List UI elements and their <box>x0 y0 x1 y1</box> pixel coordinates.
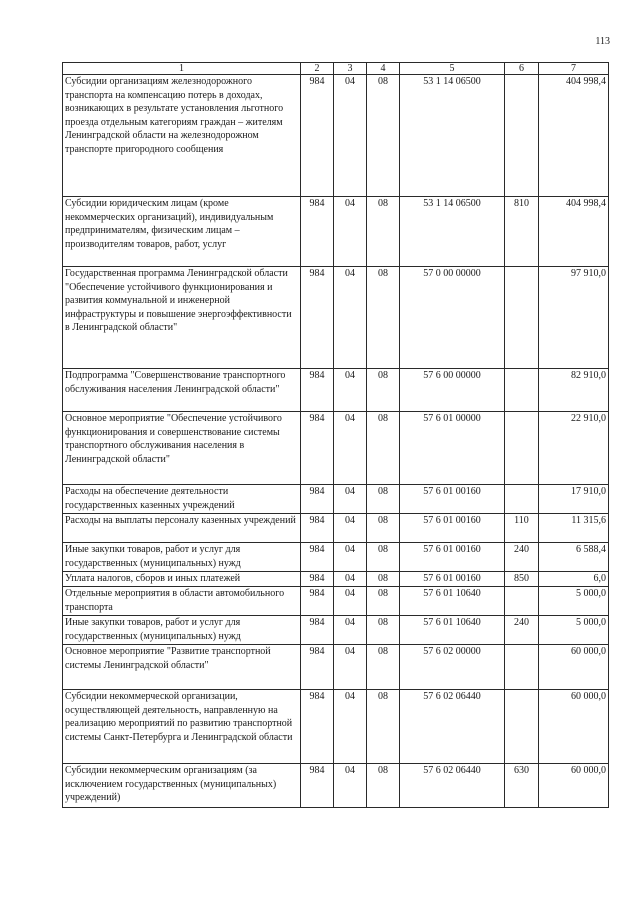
row-name: Расходы на выплаты персоналу казенных учреждений <box>63 514 301 543</box>
row-subsection: 08 <box>367 412 400 485</box>
table-row <box>63 690 609 764</box>
row-amount: 11 315,6 <box>539 514 609 543</box>
row-expense-type: 850 <box>505 572 539 587</box>
row-subsection: 08 <box>367 645 400 690</box>
table-row <box>63 645 609 690</box>
row-section: 04 <box>334 543 367 572</box>
row-expense-type <box>505 267 539 369</box>
row-expense-type: 240 <box>505 616 539 645</box>
row-name: Субсидии юридическим лицам (кроме некоммерческих организаций), индивидуальным предпринимателям, физическим лицам – производителям товаров, работ, услуг <box>63 197 301 267</box>
row-amount: 60 000,0 <box>539 645 609 690</box>
row-admin-code: 984 <box>301 267 334 369</box>
row-admin-code: 984 <box>301 514 334 543</box>
row-name: Отдельные мероприятия в области автомобильного транспорта <box>63 587 301 616</box>
row-admin-code: 984 <box>301 572 334 587</box>
row-section: 04 <box>334 572 367 587</box>
row-name: Основное мероприятие "Обеспечение устойчивого функционирования и совершенствование системы транспортного обслуживания населения в Ленинградской области" <box>63 412 301 485</box>
row-subsection: 08 <box>367 587 400 616</box>
table-row <box>63 616 609 645</box>
row-name: Иные закупки товаров, работ и услуг для государственных (муниципальных) нужд <box>63 543 301 572</box>
row-subsection: 08 <box>367 197 400 267</box>
row-admin-code: 984 <box>301 645 334 690</box>
row-target-article: 57 6 02 00000 <box>400 645 505 690</box>
row-name: Подпрограмма "Совершенствование транспортного обслуживания населения Ленинградской области" <box>63 369 301 412</box>
header-col-6: 6 <box>505 63 539 75</box>
table-row <box>63 543 609 572</box>
row-expense-type: 810 <box>505 197 539 267</box>
row-amount: 404 998,4 <box>539 75 609 197</box>
row-target-article: 57 6 01 00160 <box>400 485 505 514</box>
table-row <box>63 485 609 514</box>
row-expense-type <box>505 690 539 764</box>
header-row <box>63 63 609 75</box>
row-section: 04 <box>334 267 367 369</box>
table-row <box>63 369 609 412</box>
table-row <box>63 764 609 808</box>
row-subsection: 08 <box>367 690 400 764</box>
row-expense-type <box>505 369 539 412</box>
row-amount: 404 998,4 <box>539 197 609 267</box>
row-subsection: 08 <box>367 543 400 572</box>
row-amount: 22 910,0 <box>539 412 609 485</box>
row-admin-code: 984 <box>301 764 334 808</box>
row-name: Иные закупки товаров, работ и услуг для государственных (муниципальных) нужд <box>63 616 301 645</box>
row-admin-code: 984 <box>301 75 334 197</box>
row-target-article: 57 6 01 00000 <box>400 412 505 485</box>
row-expense-type <box>505 75 539 197</box>
row-subsection: 08 <box>367 764 400 808</box>
row-name: Основное мероприятие "Развитие транспортной системы Ленинградской области" <box>63 645 301 690</box>
row-section: 04 <box>334 764 367 808</box>
row-target-article: 57 6 00 00000 <box>400 369 505 412</box>
row-name: Субсидии организациям железнодорожного транспорта на компенсацию потерь в доходах, возникающих в результате установления льготного проезда отдельным категориям граждан – жителям Ленинградской области на железнодорожном транспорте пригородного сообщения <box>63 75 301 197</box>
row-amount: 17 910,0 <box>539 485 609 514</box>
row-amount: 6 588,4 <box>539 543 609 572</box>
row-expense-type: 110 <box>505 514 539 543</box>
row-amount: 6,0 <box>539 572 609 587</box>
row-target-article: 57 6 01 10640 <box>400 587 505 616</box>
row-section: 04 <box>334 616 367 645</box>
row-target-article: 57 6 01 00160 <box>400 543 505 572</box>
header-col-4: 4 <box>367 63 400 75</box>
header-col-7: 7 <box>539 63 609 75</box>
table-body <box>63 75 609 808</box>
page-number: 113 <box>595 36 610 47</box>
row-admin-code: 984 <box>301 616 334 645</box>
row-subsection: 08 <box>367 514 400 543</box>
row-admin-code: 984 <box>301 485 334 514</box>
row-amount: 60 000,0 <box>539 764 609 808</box>
row-section: 04 <box>334 197 367 267</box>
row-name: Расходы на обеспечение деятельности государственных казенных учреждений <box>63 485 301 514</box>
row-target-article: 57 6 01 10640 <box>400 616 505 645</box>
table-row <box>63 267 609 369</box>
row-admin-code: 984 <box>301 412 334 485</box>
header-col-1: 1 <box>63 63 301 75</box>
row-expense-type: 630 <box>505 764 539 808</box>
row-admin-code: 984 <box>301 587 334 616</box>
row-amount: 5 000,0 <box>539 587 609 616</box>
row-subsection: 08 <box>367 572 400 587</box>
row-admin-code: 984 <box>301 543 334 572</box>
row-admin-code: 984 <box>301 197 334 267</box>
row-section: 04 <box>334 690 367 764</box>
table-row <box>63 75 609 197</box>
row-name: Уплата налогов, сборов и иных платежей <box>63 572 301 587</box>
budget-table <box>62 62 609 808</box>
row-admin-code: 984 <box>301 690 334 764</box>
row-name: Государственная программа Ленинградской области "Обеспечение устойчивого функционирования и развития коммунальной и инженерной инфраструктуры и повышение энергоэффективности в Ленинградской области" <box>63 267 301 369</box>
table-row <box>63 412 609 485</box>
row-expense-type: 240 <box>505 543 539 572</box>
row-amount: 97 910,0 <box>539 267 609 369</box>
table-header <box>63 63 609 75</box>
row-amount: 5 000,0 <box>539 616 609 645</box>
row-target-article: 57 6 01 00160 <box>400 514 505 543</box>
row-section: 04 <box>334 645 367 690</box>
row-expense-type <box>505 485 539 514</box>
table-row <box>63 587 609 616</box>
row-subsection: 08 <box>367 369 400 412</box>
row-target-article: 57 6 02 06440 <box>400 690 505 764</box>
row-amount: 82 910,0 <box>539 369 609 412</box>
row-section: 04 <box>334 587 367 616</box>
table-row <box>63 572 609 587</box>
row-subsection: 08 <box>367 75 400 197</box>
row-name: Субсидии некоммерческой организации, осуществляющей деятельность, направленную на реализацию мероприятий по развитию транспортной системы Санкт-Петербурга и Ленинградской области <box>63 690 301 764</box>
table-row <box>63 197 609 267</box>
row-expense-type <box>505 587 539 616</box>
header-col-2: 2 <box>301 63 334 75</box>
table-row <box>63 514 609 543</box>
row-target-article: 57 6 02 06440 <box>400 764 505 808</box>
row-expense-type <box>505 412 539 485</box>
row-section: 04 <box>334 514 367 543</box>
row-section: 04 <box>334 485 367 514</box>
row-expense-type <box>505 645 539 690</box>
row-subsection: 08 <box>367 616 400 645</box>
row-admin-code: 984 <box>301 369 334 412</box>
row-target-article: 57 0 00 00000 <box>400 267 505 369</box>
row-target-article: 57 6 01 00160 <box>400 572 505 587</box>
header-col-5: 5 <box>400 63 505 75</box>
row-subsection: 08 <box>367 485 400 514</box>
row-section: 04 <box>334 75 367 197</box>
row-name: Субсидии некоммерческим организациям (за исключением государственных (муниципальных) учреждений) <box>63 764 301 808</box>
row-target-article: 53 1 14 06500 <box>400 75 505 197</box>
header-col-3: 3 <box>334 63 367 75</box>
row-section: 04 <box>334 369 367 412</box>
row-section: 04 <box>334 412 367 485</box>
row-amount: 60 000,0 <box>539 690 609 764</box>
row-subsection: 08 <box>367 267 400 369</box>
row-target-article: 53 1 14 06500 <box>400 197 505 267</box>
